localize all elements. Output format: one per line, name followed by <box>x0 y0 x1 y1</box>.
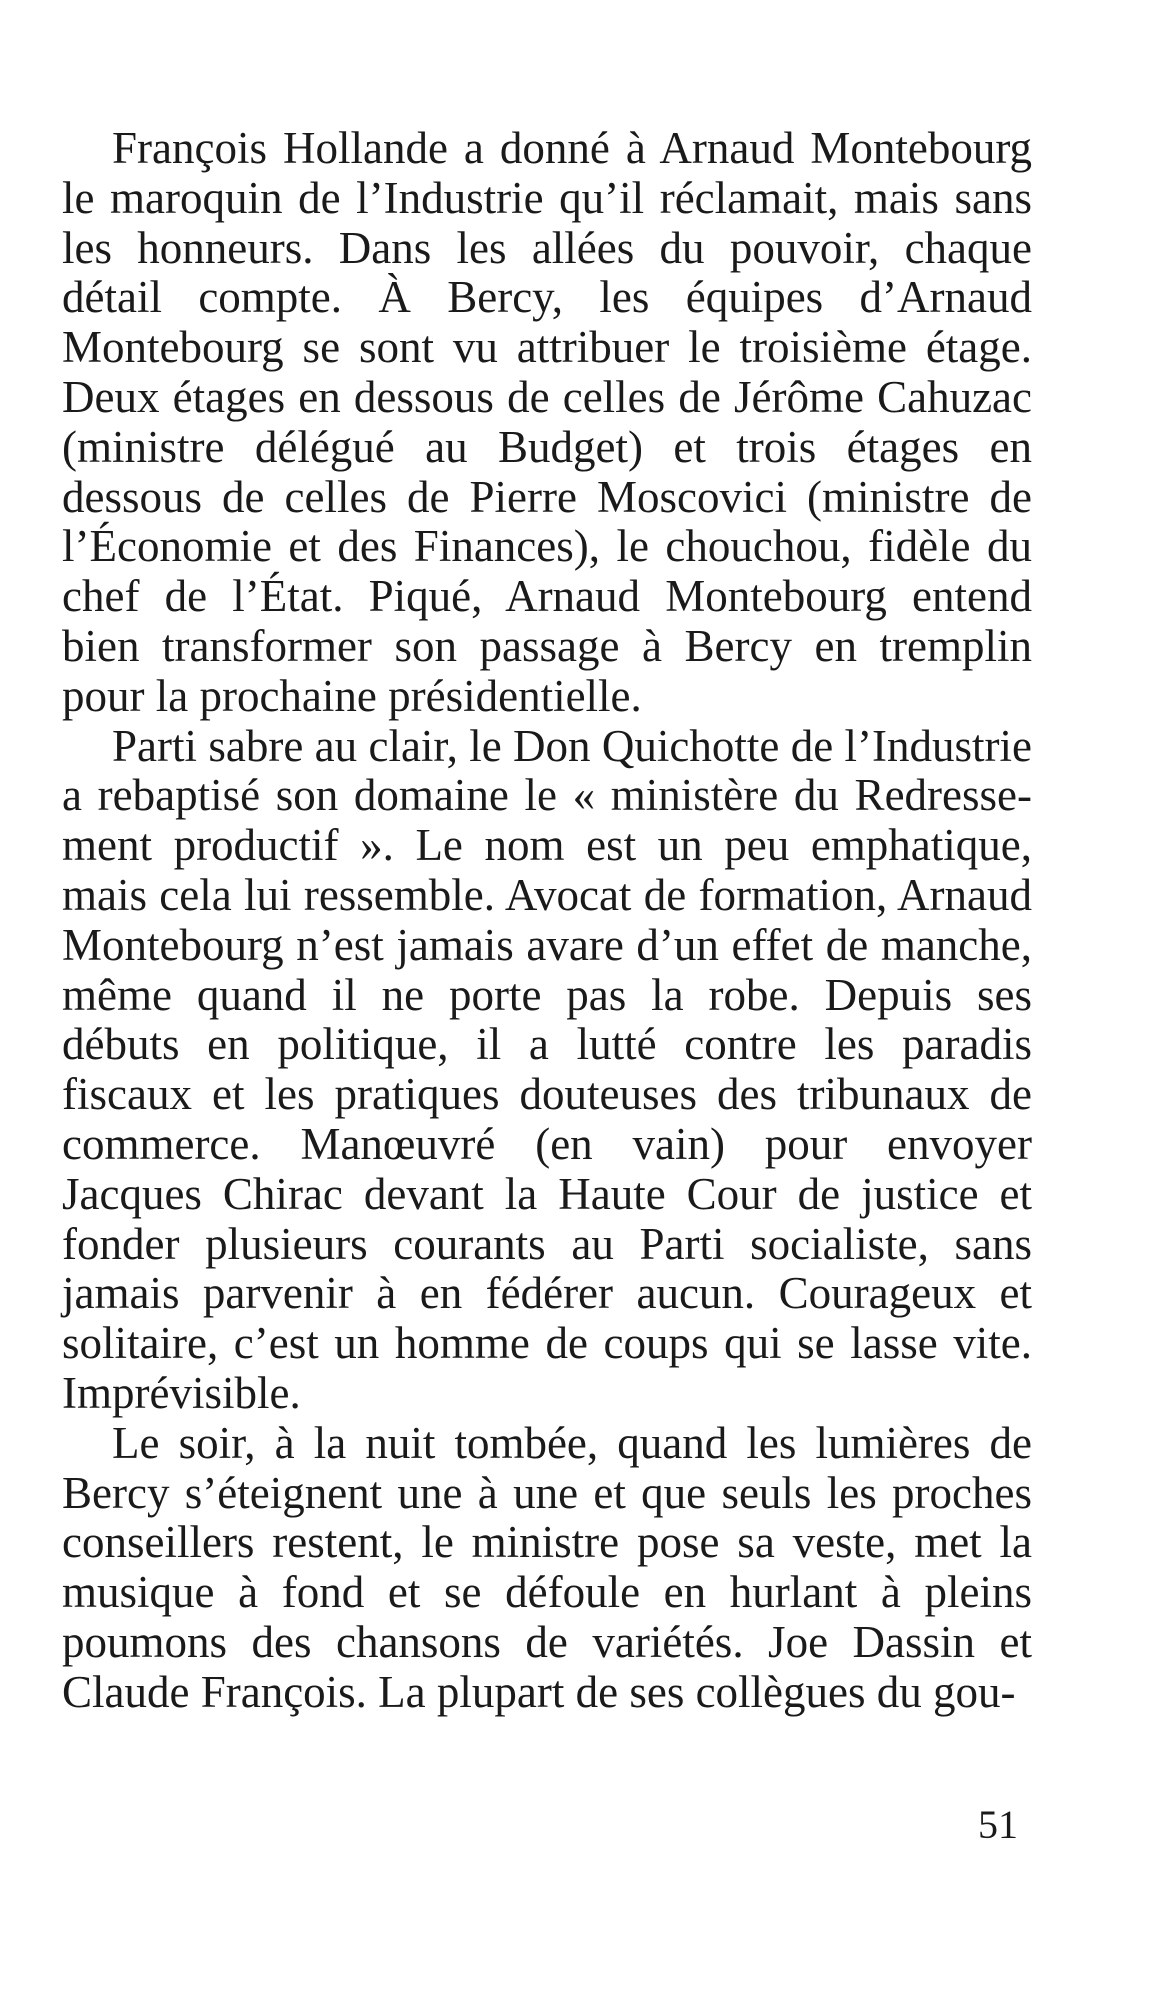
paragraph-3: Le soir, à la nuit tombée, quand les lumières de Bercy s’éteignent une à une et que seuls les proches conseillers restent, le ministre pose sa veste, met la musique à fond et se défoule en hurlant à pleins poumons des chansons de variétés. Joe Dassin et Claude François. La plupart de ses collègues du gou- <box>62 1417 1032 1717</box>
page-number: 51 <box>978 1802 1018 1847</box>
paragraph-1: François Hollande a donné à Arnaud Montebourg le maroquin de l’Industrie qu’il réclamait, mais sans les honneurs. Dans les allées du pouvoir, chaque détail compte. À Bercy, les équipes d’Arnaud Montebourg se sont vu attribuer le troisième étage. Deux étages en dessous de celles de Jérôme Cahuzac (ministre délégué au Budget) et trois étages en dessous de celles de Pierre Moscovici (ministre de l’Économie et des Finances), le chouchou, fidèle du chef de l’État. Piqué, Arnaud Montebourg entend bien transformer son passage à Bercy en tremplin pour la prochaine présidentielle. <box>62 123 1032 721</box>
body-text <box>62 124 1032 1718</box>
paragraph-2: Parti sabre au clair, le Don Quichotte de l’Industrie a rebaptisé son domaine le « ministère du Redressement productif ». Le nom est un peu emphatique, mais cela lui ressemble. Avocat de formation, Arnaud Montebourg n’est jamais avare d’un effet de manche, même quand il ne porte pas la robe. Depuis ses débuts en politique, il a lutté contre les paradis fiscaux et les pratiques douteuses des tribunaux de commerce. Manœuvré (en vain) pour envoyer Jacques Chirac devant la Haute Cour de justice et fonder plusieurs courants au Parti socialiste, sans jamais parvenir à en fédérer aucun. Courageux et solitaire, c’est un homme de coups qui se lasse vite. Imprévisible. <box>62 720 1032 1418</box>
